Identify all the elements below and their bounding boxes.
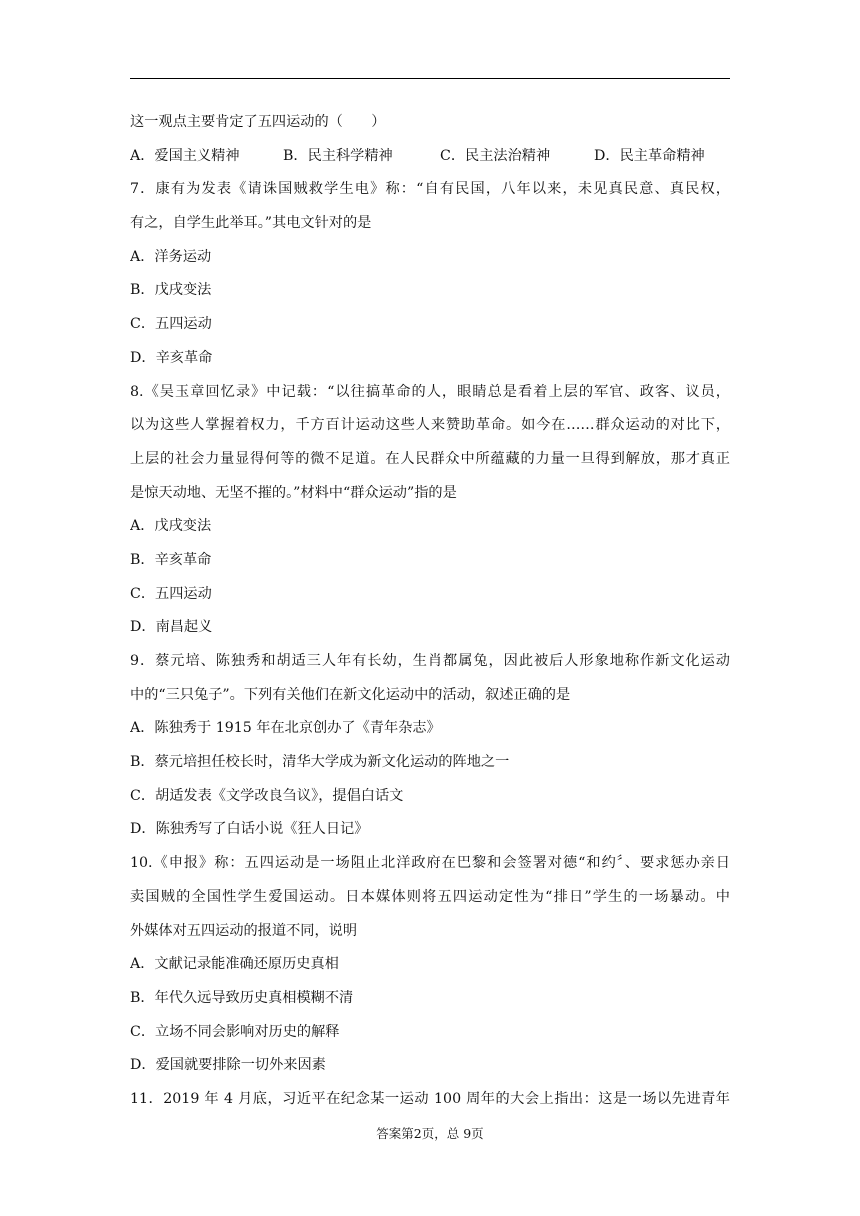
q8-stem-line-4: 是惊天动地、无坚不摧的。”材料中“群众运动”指的是 <box>130 484 457 501</box>
q10-stem-line-3: 外媒体对五四运动的报道不同，说明 <box>130 922 358 939</box>
q10-option-a[interactable]: A．文献记录能准确还原历史真相 <box>130 956 339 973</box>
q8-stem-line-3: 上层的社会力量显得何等的微不足道。在人民群众中所蕴藏的力量一旦得到解放，那才真正 <box>130 450 730 467</box>
q8-option-c[interactable]: C．五四运动 <box>130 585 212 602</box>
q7-option-b[interactable]: B．戊戌变法 <box>130 282 212 299</box>
q6-option-d[interactable]: D．民主革命精神 <box>594 147 705 164</box>
q8-option-b[interactable]: B．辛亥革命 <box>130 551 212 568</box>
q7-option-c[interactable]: C．五四运动 <box>130 316 212 333</box>
q8-option-d[interactable]: D．南昌起义 <box>130 619 213 636</box>
q8-stem-line-1: 8.《吴玉章回忆录》中记载：“以往搞革命的人，眼睛总是看着上层的军官、政客、议员， <box>130 383 730 400</box>
q9-option-d[interactable]: D．陈独秀写了白话小说《狂人日记》 <box>130 821 369 838</box>
q8-stem-line-2: 以为这些人掌握着权力，千方百计运动这些人来赞助革命。如今在……群众运动的对比下， <box>130 417 730 434</box>
q9-option-b[interactable]: B．蔡元培担任校长时，清华大学成为新文化运动的阵地之一 <box>130 754 510 771</box>
header-rule <box>130 78 730 79</box>
q6-option-c[interactable]: C．民主法治精神 <box>440 147 551 164</box>
page-footer: 答案第2页，总 9页 <box>376 1126 484 1141</box>
q6-stem-end: 这一观点主要肯定了五四运动的（ ） <box>130 114 386 130</box>
q7-stem-line-1: 7．康有为发表《请诛国贼救学生电》称：“自有民国，八年以来，未见真民意、真民权， <box>130 181 730 198</box>
q6-option-a[interactable]: A．爱国主义精神 <box>130 147 240 164</box>
q10-stem-line-2: 卖国贼的全国性学生爱国运动。日本媒体则将五四运动定性为“排日”学生的一场暴动。中 <box>130 888 730 905</box>
q7-stem-line-2: 有之，自学生此举耳。”其电文针对的是 <box>130 215 372 232</box>
q7-option-d[interactable]: D．辛亥革命 <box>130 349 213 366</box>
q9-option-a[interactable]: A．陈独秀于 1915 年在北京创办了《青年杂志》 <box>130 720 441 737</box>
q10-option-c[interactable]: C．立场不同会影响对历史的解释 <box>130 1023 340 1040</box>
question-content <box>130 106 730 1117</box>
q9-stem-line-2: 中的“三只兔子”。下列有关他们在新文化运动中的活动，叙述正确的是 <box>130 686 571 703</box>
q6-option-b[interactable]: B．民主科学精神 <box>283 147 393 164</box>
q10-option-b[interactable]: B．年代久远导致历史真相模糊不清 <box>130 989 354 1006</box>
q6-options <box>130 140 730 174</box>
q9-option-c[interactable]: C．胡适发表《文学改良刍议》，提倡白话文 <box>130 787 404 804</box>
q8-option-a[interactable]: A．戊戌变法 <box>130 518 212 535</box>
q10-stem-line-1: 10.《申报》称：五四运动是一场阻止北洋政府在巴黎和会签署对德“和约〞、要求惩办亲日 <box>130 855 730 872</box>
q7-option-a[interactable]: A．洋务运动 <box>130 248 212 265</box>
q9-stem-line-1: 9．蔡元培、陈独秀和胡适三人年有长幼，生肖都属兔，因此被后人形象地称作新文化运动 <box>130 653 730 669</box>
q10-option-d[interactable]: D．爱国就要排除一切外来因素 <box>130 1057 326 1074</box>
q11-stem-line-1: 11．2019 年 4 月底，习近平在纪念某一运动 100 周年的大会上指出：这是一场以先进青年 <box>130 1090 730 1107</box>
